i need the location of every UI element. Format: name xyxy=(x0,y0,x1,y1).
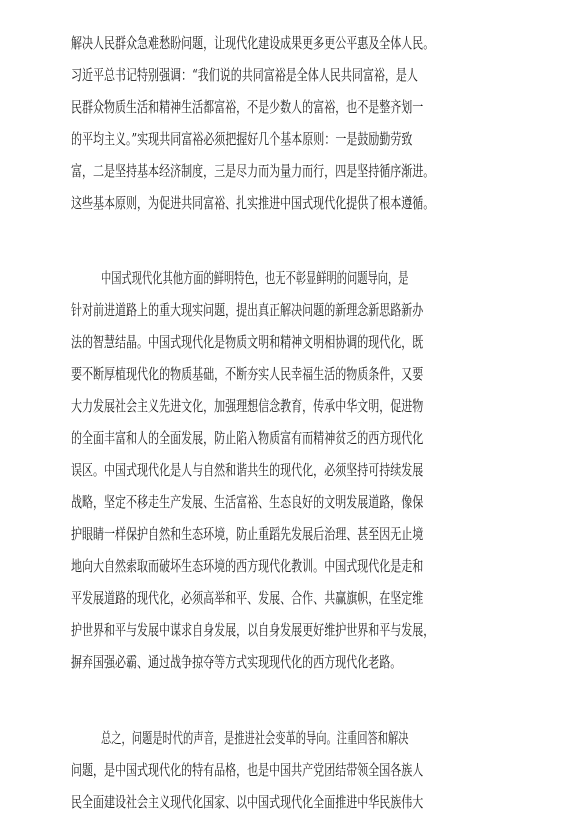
paragraph-2-line-13: 摒弃国强必霸、通过战争掠夺等方式实现现代化的西方现代化老路。 xyxy=(71,654,402,671)
paragraph-2-line-6: 的全面丰富和人的全面发展，防止陷入物质富有而精神贫乏的西方现代化 xyxy=(71,430,424,447)
paragraph-2-line-5: 大力发展社会主义先进文化，加强理想信念教育，传承中华文明，促进物 xyxy=(71,398,424,415)
paragraph-2-line-11: 平发展道路的现代化，必须高举和平、发展、合作、共赢旗帜，在坚定维 xyxy=(71,590,424,607)
paragraph-1-line-5: 富，二是坚持基本经济制度，三是尽力而为量力而行，四是坚持循序渐进。 xyxy=(71,163,435,180)
paragraph-3-line-2: 问题，是中国式现代化的特有品格，也是中国共产党团结带领全国各族人 xyxy=(71,762,424,779)
paragraph-1-line-3: 民群众物质生活和精神生活都富裕，不是少数人的富裕，也不是整齐划一 xyxy=(71,99,424,116)
paragraph-2-line-7: 误区。中国式现代化是人与自然和谐共生的现代化，必须坚持可持续发展 xyxy=(71,462,424,479)
paragraph-2-line-4: 要不断厚植现代化的物质基础，不断夯实人民幸福生活的物质条件，又要 xyxy=(71,366,424,383)
paragraph-2-line-9: 护眼睛一样保护自然和生态环境，防止重蹈先发展后治理、甚至因无止境 xyxy=(71,526,424,543)
paragraph-3-line-3: 民全面建设社会主义现代化国家、以中国式现代化全面推进中华民族伟大 xyxy=(71,794,424,811)
paragraph-1-line-1: 解决人民群众急难愁盼问题，让现代化建设成果更多更公平惠及全体人民。 xyxy=(71,35,435,52)
paragraph-1-line-6: 这些基本原则，为促进共同富裕、扎实推进中国式现代化提供了根本遵循。 xyxy=(71,195,435,212)
paragraph-2-line-8: 战略，坚定不移走生产发展、生活富裕、生态良好的文明发展道路，像保 xyxy=(71,494,424,511)
paragraph-1-line-2: 习近平总书记特别强调：“我们说的共同富裕是全体人民共同富裕，是人 xyxy=(71,67,418,84)
paragraph-2-line-2: 针对前进道路上的重大现实问题，提出真正解决问题的新理念新思路新办 xyxy=(71,302,424,319)
paragraph-2-line-1: 中国式现代化其他方面的鲜明特色，也无不彰显鲜明的问题导向，是 xyxy=(101,270,409,287)
paragraph-2-line-12: 护世界和平与发展中谋求自身发展，以自身发展更好维护世界和平与发展， xyxy=(71,622,435,639)
paragraph-2-line-10: 地向大自然索取而破坏生态环境的西方现代化教训。中国式现代化是走和 xyxy=(71,558,424,575)
paragraph-2-line-3: 法的智慧结晶。中国式现代化是物质文明和精神文明相协调的现代化，既 xyxy=(71,334,424,351)
paragraph-3-line-1: 总之，问题是时代的声音，是推进社会变革的导向。注重回答和解决 xyxy=(101,730,409,747)
paragraph-1-line-4: 的平均主义。”实现共同富裕必须把握好几个基本原则：一是鼓励勤劳致 xyxy=(71,131,413,148)
